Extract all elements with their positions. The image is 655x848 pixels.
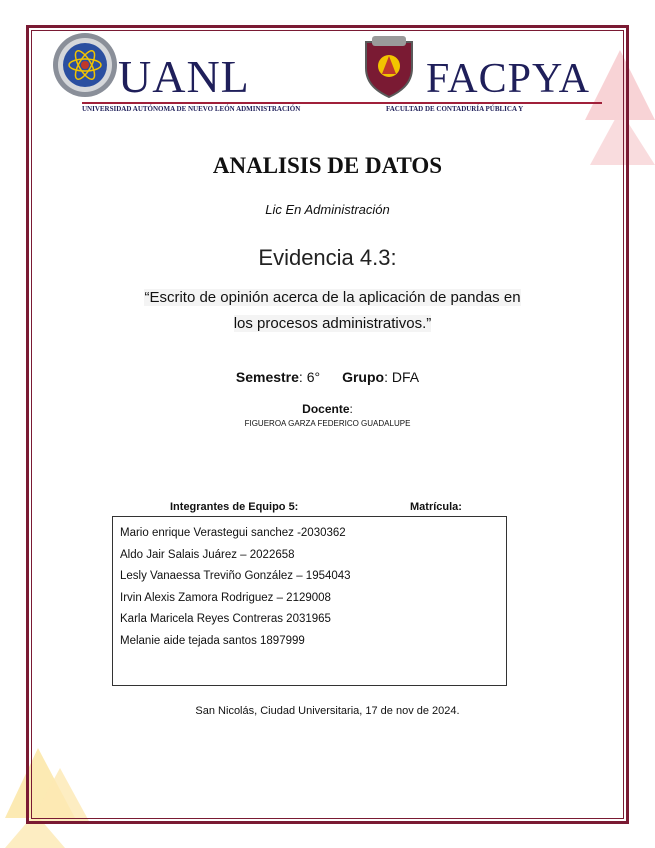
- list-item: Lesly Vanaessa Treviño González – 1954043: [120, 570, 351, 582]
- team-members-box: [112, 516, 507, 686]
- list-item: Karla Maricela Reyes Contreras 2031965: [120, 613, 331, 625]
- quote-line-2: los procesos administrativos.”: [233, 315, 432, 332]
- list-item: Mario enrique Verastegui sanchez -2030362: [120, 527, 346, 539]
- group-value: : DFA: [384, 369, 420, 385]
- career-name: Lic En Administración: [265, 202, 390, 217]
- uanl-subtitle: UNIVERSIDAD AUTÓNOMA DE NUEVO LEÓN ADMINISTRACIÓN: [82, 105, 301, 113]
- uanl-seal-logo: [52, 32, 118, 98]
- teacher-colon: :: [349, 402, 353, 416]
- header-divider: [82, 102, 602, 104]
- id-header: Matrícula:: [410, 501, 462, 513]
- list-item: Melanie aide tejada santos 1897999: [120, 634, 305, 647]
- assignment-quote: [130, 285, 535, 337]
- semester-label: Semestre: [235, 369, 299, 385]
- evidence-heading: Evidencia 4.3:: [258, 245, 397, 270]
- group-label: Grupo: [342, 369, 385, 385]
- list-item: Irvin Alexis Zamora Rodriguez – 2129008: [120, 591, 331, 604]
- facpya-subtitle: FACULTAD DE CONTADURÍA PÚBLICA Y: [386, 105, 524, 113]
- teacher-name: FIGUEROA GARZA FEDERICO GUADALUPE: [244, 419, 411, 428]
- semester-value: : 6°: [298, 369, 321, 385]
- facpya-logo-text: FACPYA: [426, 56, 590, 102]
- teacher-label: Docente: [302, 402, 350, 416]
- place-date: San Nicolás, Ciudad Universitaria, 17 de nov de 2024.: [195, 705, 460, 717]
- facpya-shield-logo: [362, 34, 416, 98]
- uanl-logo-text: UANL: [118, 51, 250, 102]
- document-title: ANALISIS DE DATOS: [212, 153, 443, 178]
- semester-group-line: [0, 369, 655, 385]
- teacher-label-line: [0, 402, 655, 416]
- team-header: Integrantes de Equipo 5:: [170, 501, 299, 513]
- list-item: Aldo Jair Salais Juárez – 2022658: [120, 548, 295, 561]
- quote-line-1: “Escrito de opinión acerca de la aplicación de pandas en: [144, 289, 521, 306]
